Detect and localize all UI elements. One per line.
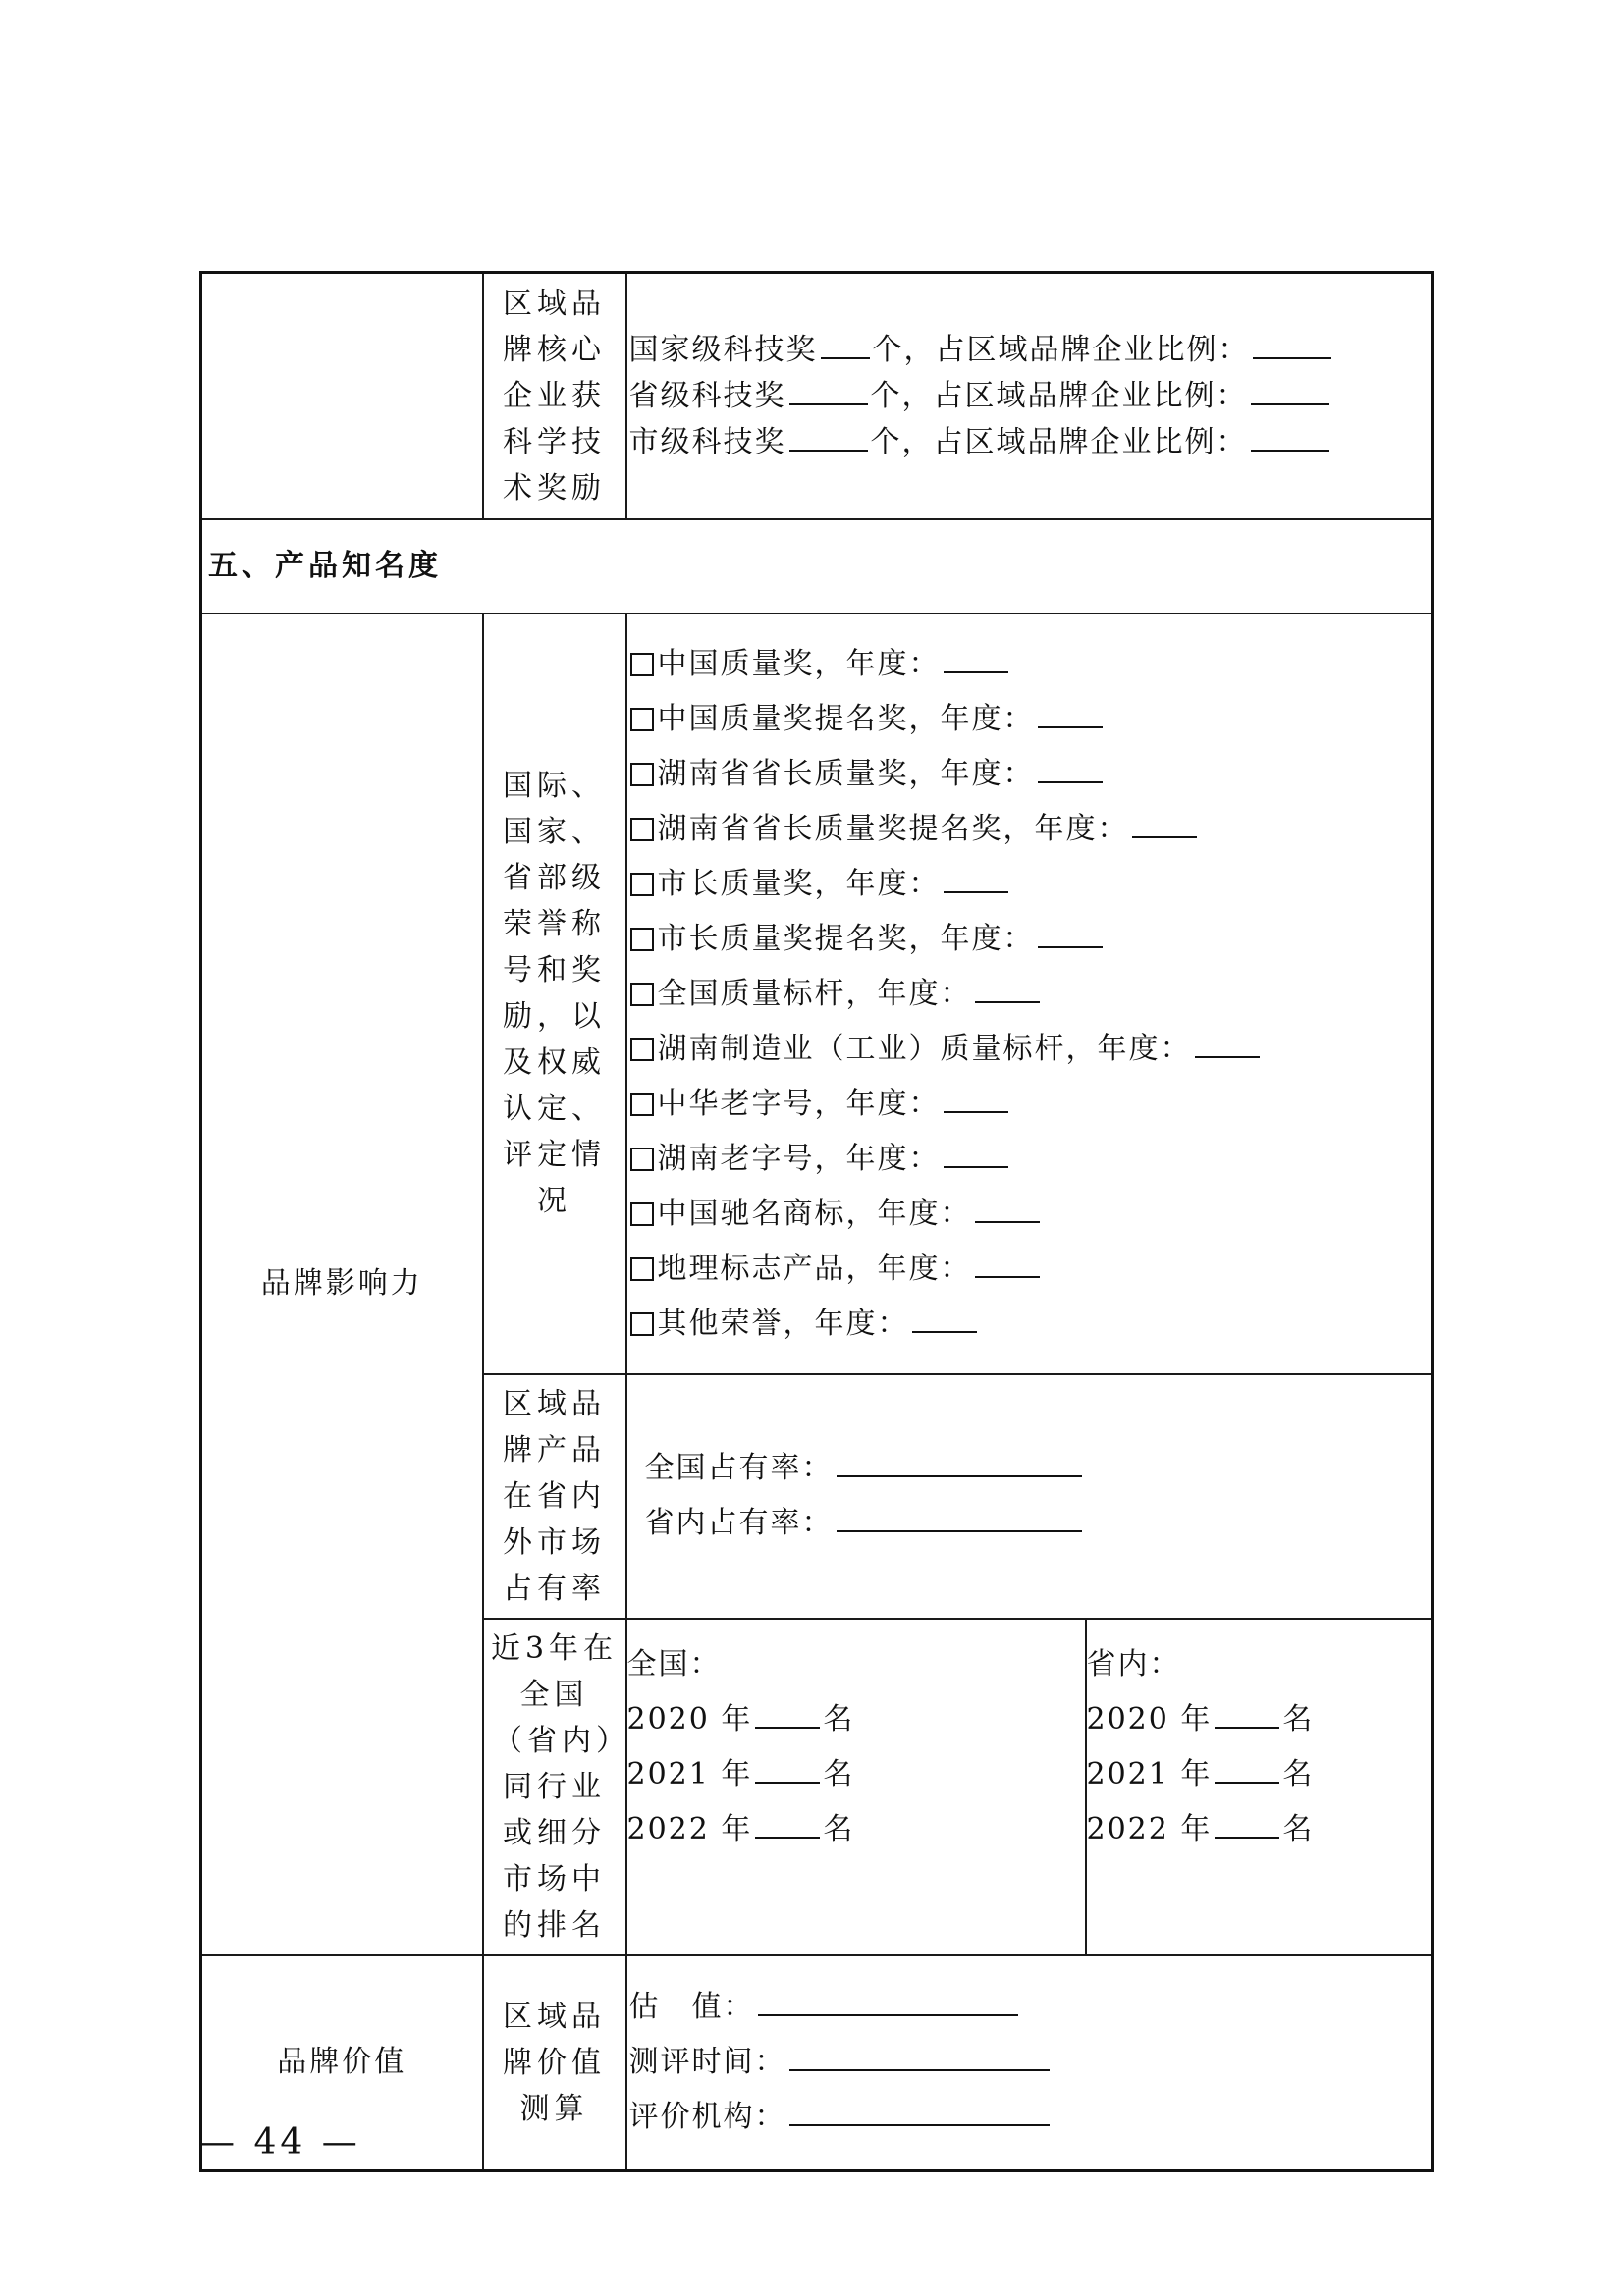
section-title: 五、产品知名度 [201,519,1433,614]
share-content [626,1374,1433,1619]
honor-item: 湖南老字号，年度： [630,1132,1430,1187]
blank-field[interactable] [1038,760,1103,783]
checkbox[interactable] [630,708,654,731]
value-eval-org: 评价机构： [629,2090,1430,2145]
checkbox[interactable] [630,1202,654,1226]
blank-field[interactable] [755,1760,820,1784]
honor-item: 中国质量奖提名奖，年度： [630,692,1430,747]
blank-field[interactable] [1215,1705,1279,1729]
honor-item: 湖南省省长质量奖提名奖，年度： [630,802,1430,857]
blank-field[interactable] [1215,1760,1279,1784]
blank-field[interactable] [1132,815,1197,838]
honor-item: 中国驰名商标，年度： [630,1187,1430,1242]
blank-field[interactable] [1215,1815,1279,1839]
blank-field[interactable] [789,382,868,405]
blank-field[interactable] [755,1705,820,1729]
blank-field[interactable] [789,2048,1050,2071]
award-line-city: 市级科技奖 个，占区域品牌企业比例： [629,419,1430,465]
blank-field[interactable] [975,980,1040,1003]
rank-province-title: 省内： [1086,1646,1181,1682]
page-number: — 44 — [199,2122,361,2163]
blank-field[interactable] [1038,925,1103,948]
checkbox[interactable] [630,1312,654,1336]
rank-line: 2022 年 名 [1086,1811,1315,1846]
honor-item: 全国质量标杆，年度： [630,967,1430,1022]
blank-field[interactable] [944,1090,1008,1113]
honors-label: 国际、国家、省部级荣誉称号和奖励，以及权威认定、评定情况 [483,614,626,1374]
honors-list [626,614,1433,1374]
checkbox[interactable] [630,928,654,951]
checkbox[interactable] [630,873,654,896]
checkbox[interactable] [630,653,654,676]
honor-item: 地理标志产品，年度： [630,1242,1430,1297]
checkbox[interactable] [630,763,654,786]
section-row [201,519,1433,614]
checkbox[interactable] [630,1257,654,1281]
blank-field[interactable] [944,870,1008,893]
honor-item: 中国质量奖，年度： [630,637,1430,692]
honor-item: 市长质量奖提名奖，年度： [630,912,1430,967]
rank-line: 2021 年 名 [626,1756,855,1791]
blank-field[interactable] [837,1454,1082,1477]
value-estimate: 估值： [629,1980,1430,2035]
rank-line: 2020 年 名 [1086,1701,1315,1736]
award-row [201,273,1433,519]
rank-line: 2021 年 名 [1086,1756,1315,1791]
value-content [626,1955,1433,2171]
blank-field[interactable] [1253,336,1331,359]
honors-row [201,614,1433,1374]
blank-field[interactable] [789,428,868,452]
value-sub-label: 区域品牌价值测算 [483,1955,626,2171]
rank-national [626,1619,1086,1955]
rank-line: 2020 年 名 [626,1701,855,1736]
blank-field[interactable] [821,336,870,359]
blank-field[interactable] [755,1815,820,1839]
blank-field[interactable] [944,1145,1008,1168]
share-label: 区域品牌产品在省内外市场占有率 [483,1374,626,1619]
blank-field[interactable] [912,1309,977,1333]
value-row [201,1955,1433,2171]
blank-field[interactable] [789,2103,1050,2126]
checkbox[interactable] [630,818,654,841]
blank-field[interactable] [975,1200,1040,1223]
form-table [199,271,1434,2172]
brand-value-label: 品牌价值 [201,1955,483,2171]
share-national: 全国占有率： [645,1441,1432,1496]
blank-field[interactable] [1038,705,1103,728]
empty-cell [201,273,483,519]
value-eval-time: 测评时间： [629,2035,1430,2090]
award-line-provincial: 省级科技奖 个，占区域品牌企业比例： [629,373,1430,419]
share-province: 省内占有率： [645,1496,1432,1551]
checkbox[interactable] [630,983,654,1006]
blank-field[interactable] [1195,1035,1260,1058]
honor-item: 湖南制造业（工业）质量标杆，年度： [630,1022,1430,1077]
blank-field[interactable] [1251,382,1329,405]
rank-line: 2022 年 名 [626,1811,855,1846]
rank-label: 近3年在全国（省内）同行业或细分市场中的排名 [483,1619,626,1955]
award-content [626,273,1433,519]
rank-province [1086,1619,1433,1955]
award-label: 区域品牌核心企业获科学技术奖励 [483,273,626,519]
checkbox[interactable] [630,1038,654,1061]
checkbox[interactable] [630,1093,654,1116]
checkbox[interactable] [630,1148,654,1171]
blank-field[interactable] [1251,428,1329,452]
blank-field[interactable] [944,650,1008,673]
honor-item: 市长质量奖，年度： [630,857,1430,912]
brand-influence-label: 品牌影响力 [201,614,483,1955]
honor-item: 其他荣誉，年度： [630,1297,1430,1352]
blank-field[interactable] [837,1509,1082,1532]
honor-item: 湖南省省长质量奖，年度： [630,747,1430,802]
honor-item: 中华老字号，年度： [630,1077,1430,1132]
rank-national-title: 全国： [626,1646,722,1682]
award-line-national: 国家级科技奖 个，占区域品牌企业比例： [629,327,1430,373]
blank-field[interactable] [975,1255,1040,1278]
blank-field[interactable] [758,1993,1018,2016]
